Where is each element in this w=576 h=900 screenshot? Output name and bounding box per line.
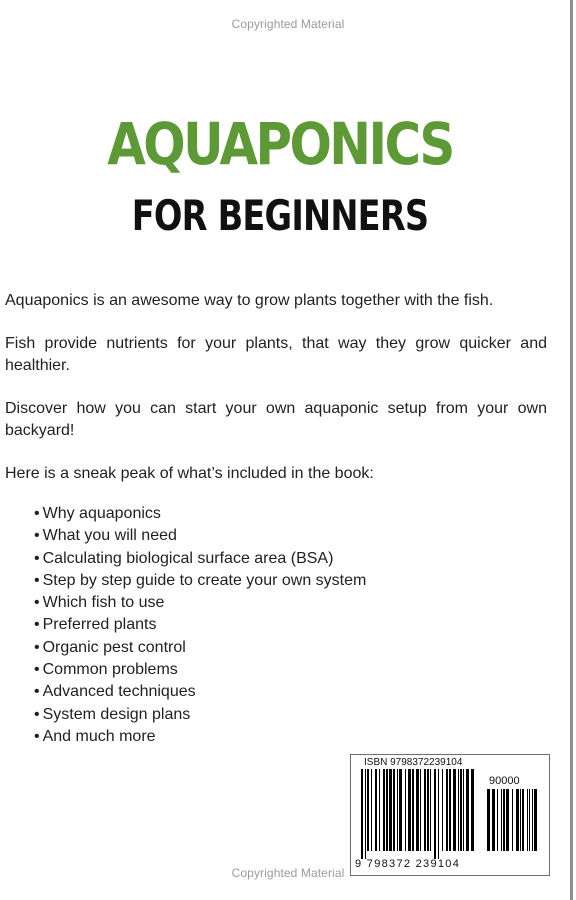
bullet-icon: • bbox=[34, 594, 40, 612]
list-item: • What you will need bbox=[34, 527, 177, 545]
paragraph-discover: Discover how you can start your own aquaponic setup from your own backyard! bbox=[5, 400, 547, 439]
contents-list bbox=[5, 503, 547, 748]
list-item: • Calculating biological surface area (BSA) bbox=[34, 549, 334, 567]
title-main: AQUAPONICS bbox=[107, 110, 453, 178]
bullet-icon: • bbox=[34, 661, 40, 679]
bullet-icon: • bbox=[34, 527, 40, 545]
list-item: • Common problems bbox=[34, 661, 178, 679]
paragraph-nutrients: Fish provide nutrients for your plants, that way they grow quicker and healthier. bbox=[5, 335, 547, 374]
list-item: • Preferred plants bbox=[34, 616, 157, 634]
copyright-watermark-top: Copyrighted Material bbox=[231, 17, 345, 31]
list-item: • Why aquaponics bbox=[34, 505, 161, 522]
bullet-icon: • bbox=[34, 549, 40, 567]
cover-edge-line bbox=[570, 0, 573, 900]
bullet-icon: • bbox=[34, 505, 40, 522]
paragraph-sneak-peak: Here is a sneak peak of what’s included in the book: bbox=[5, 465, 374, 482]
price-code: 90000 bbox=[489, 775, 520, 787]
back-cover-description bbox=[5, 290, 547, 748]
bullet-icon: • bbox=[34, 727, 40, 745]
paragraph-intro: Aquaponics is an awesome way to grow plants together with the fish. bbox=[5, 292, 494, 309]
book-title bbox=[0, 104, 560, 242]
list-item: • And much more bbox=[34, 727, 156, 745]
bullet-icon: • bbox=[34, 705, 40, 723]
list-item: • Which fish to use bbox=[34, 594, 165, 612]
list-item: • Advanced techniques bbox=[34, 683, 196, 701]
bullet-icon: • bbox=[34, 638, 40, 656]
title-subtitle: FOR BEGINNERS bbox=[131, 191, 429, 240]
bullet-icon: • bbox=[34, 571, 40, 589]
isbn-digits: 9 798372 239104 bbox=[355, 858, 461, 870]
isbn-label: ISBN 9798372239104 bbox=[364, 757, 463, 768]
barcode-bars-icon bbox=[359, 769, 477, 859]
list-item: • Organic pest control bbox=[34, 638, 186, 656]
copyright-watermark-bottom: Copyrighted Material bbox=[231, 866, 345, 880]
bullet-icon: • bbox=[34, 683, 40, 701]
barcode-addon-bars-icon bbox=[485, 789, 541, 859]
isbn-barcode bbox=[350, 754, 550, 876]
list-item: • Step by step guide to create your own system bbox=[34, 571, 367, 589]
list-item: • System design plans bbox=[34, 705, 191, 723]
bullet-icon: • bbox=[34, 616, 40, 634]
